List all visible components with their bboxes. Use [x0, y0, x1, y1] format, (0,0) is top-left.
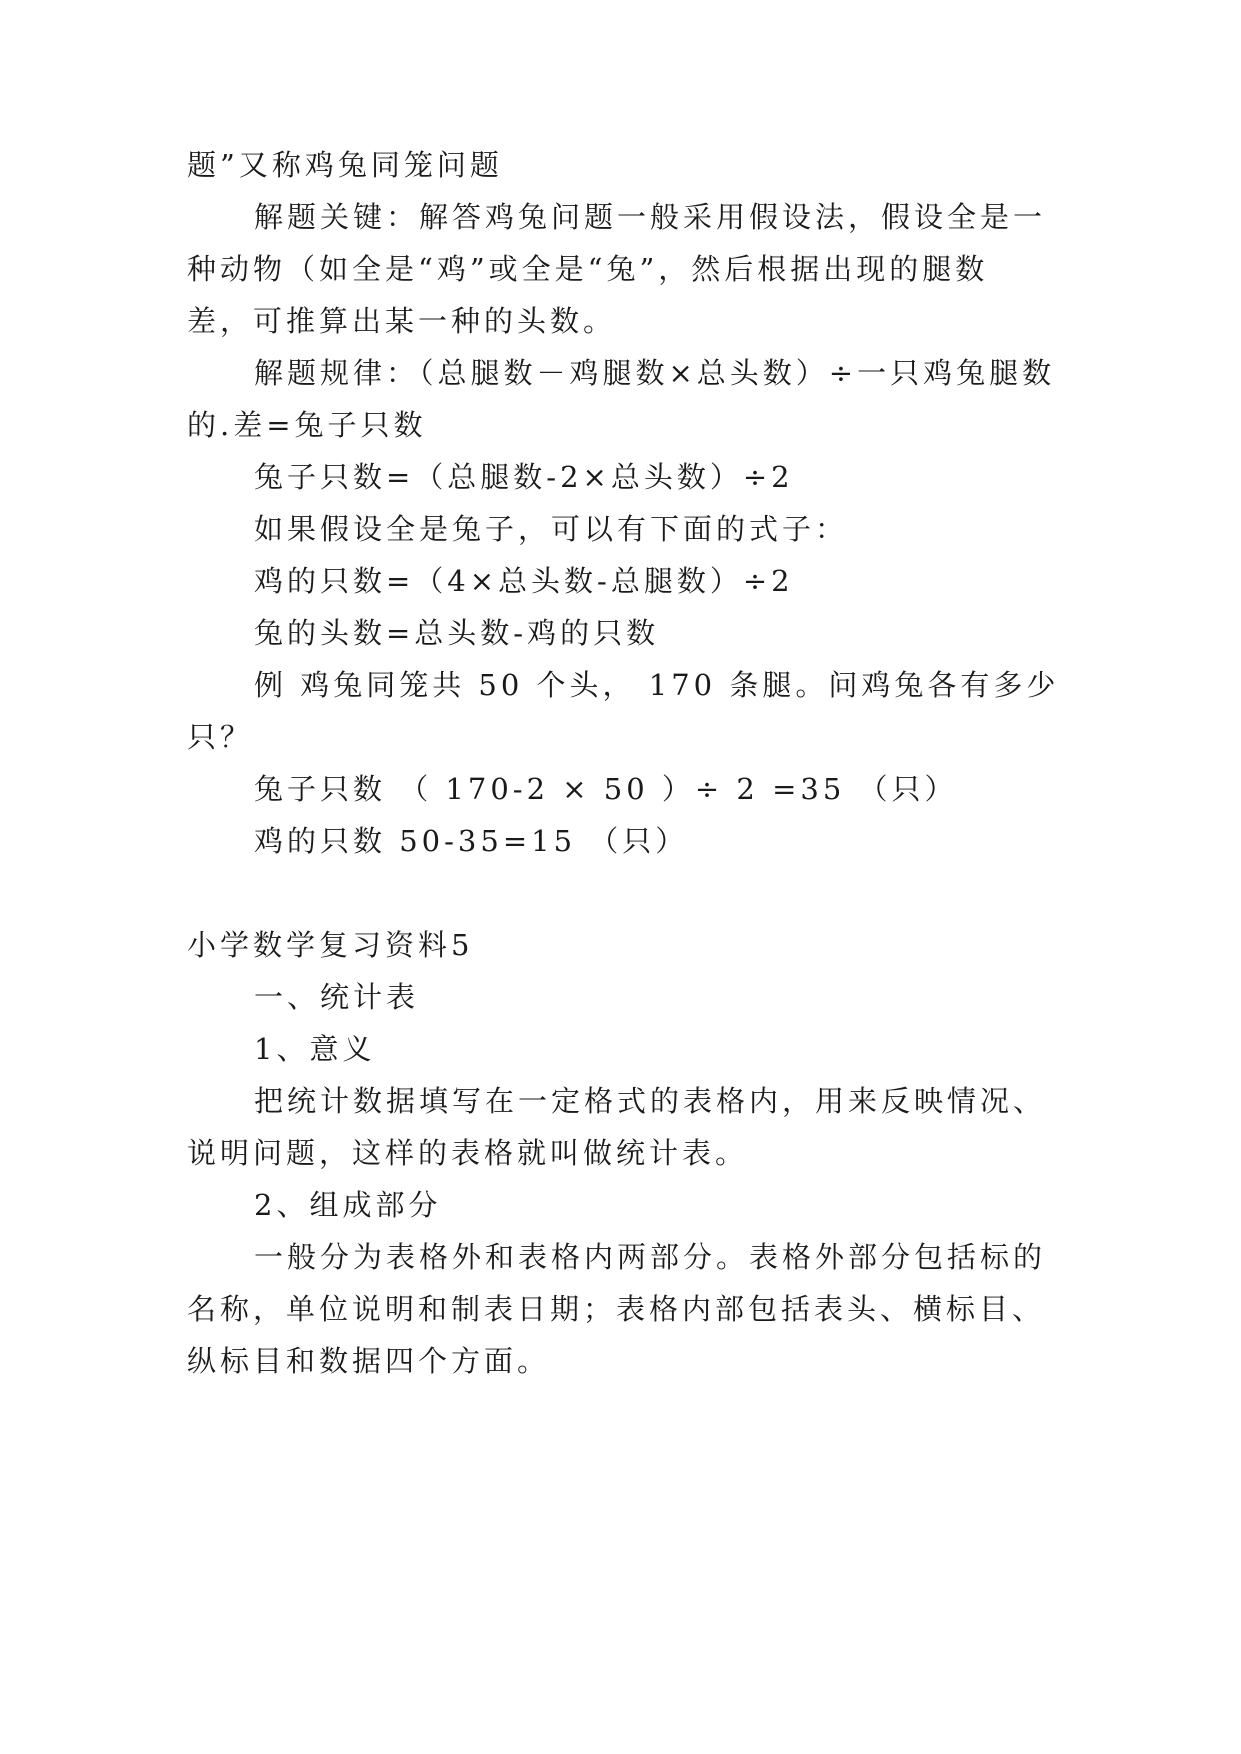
section-heading: 一、统计表 [254, 980, 420, 1014]
subsection-heading: 2、组成部分 [254, 1188, 442, 1222]
text-line: 题”又称鸡兔同笼问题 [187, 148, 503, 182]
text-line: 解题关键：解答鸡兔问题一般采用假设法，假设全是一 [254, 200, 1047, 234]
text-line: 差，可推算出某一种的头数。 [187, 304, 617, 338]
text-line: 种动物（如全是“鸡”或全是“兔”，然后根据出现的腿数 [187, 252, 989, 286]
text-line: 如果假设全是兔子，可以有下面的式子： [254, 512, 849, 546]
formula-line: 兔子只数 （ 170-2 × 50 ）÷ 2 =35 （只） [254, 772, 958, 806]
text-line: 解题规律：（总腿数－鸡腿数×总头数）÷一只鸡兔腿数 [254, 356, 1056, 390]
text-line: 的.差=兔子只数 [187, 408, 427, 442]
subsection-heading: 1、意义 [254, 1032, 376, 1066]
text-line: 兔的头数=总头数-鸡的只数 [254, 616, 660, 650]
text-line: 一般分为表格外和表格内两部分。表格外部分包括标的 [254, 1240, 1047, 1274]
example-line: 例 鸡兔同笼共 50 个头， 170 条腿。问鸡兔各有多少 [254, 668, 1060, 702]
formula-line: 鸡的只数 50-35=15 （只） [254, 824, 689, 858]
section-title: 小学数学复习资料5 [187, 928, 474, 962]
text-line: 鸡的只数=（4×总头数-总腿数）÷2 [254, 564, 794, 598]
text-line: 说明问题，这样的表格就叫做统计表。 [187, 1136, 749, 1170]
text-line: 把统计数据填写在一定格式的表格内，用来反映情况、 [254, 1084, 1047, 1118]
text-line: 只？ [187, 720, 254, 754]
text-line: 兔子只数=（总腿数-2×总头数）÷2 [254, 460, 794, 494]
text-line: 名称，单位说明和制表日期；表格内部包括表头、横标目、 [187, 1292, 1046, 1326]
text-line: 纵标目和数据四个方面。 [187, 1344, 551, 1378]
